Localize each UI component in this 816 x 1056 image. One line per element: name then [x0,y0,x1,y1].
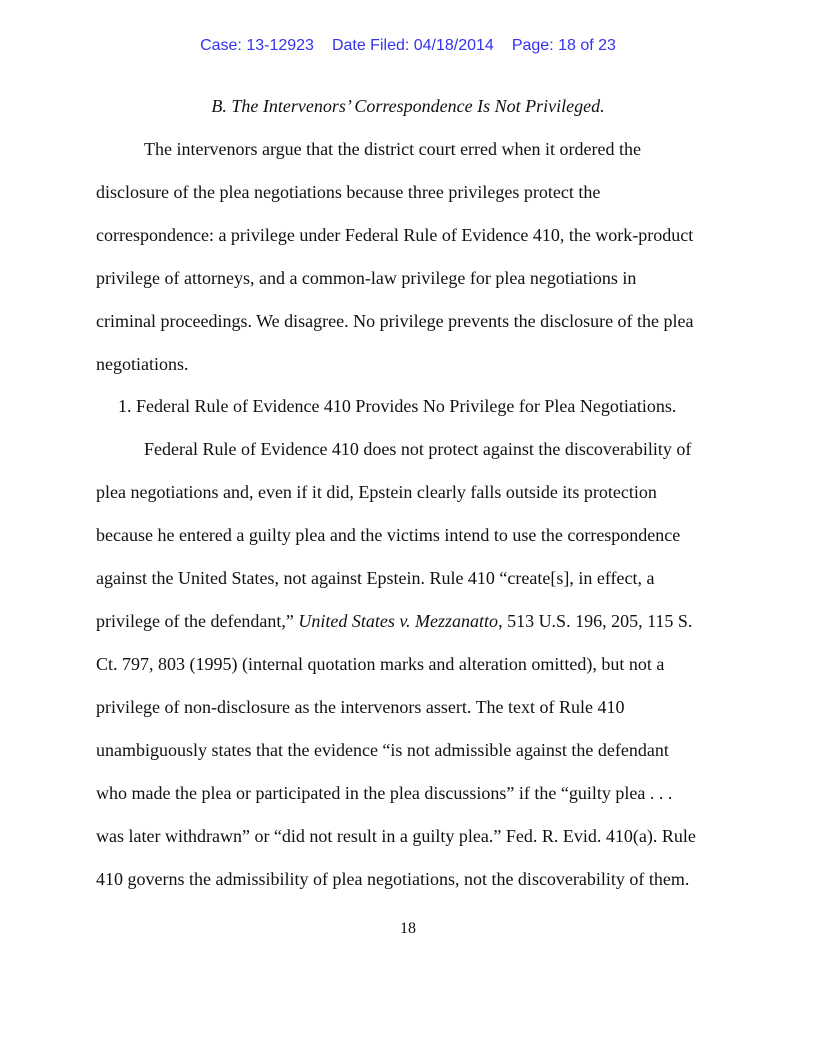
paragraph-line: disclosure of the plea negotiations because three privileges protect the [96,182,601,202]
paragraph-line: Ct. 797, 803 (1995) (internal quotation marks and alteration omitted), but not a [96,654,665,674]
paragraph-line: because he entered a guilty plea and the victims intend to use the correspondence [96,525,681,545]
paragraph-line: privilege of attorneys, and a common-law privilege for plea negotiations in [96,268,637,288]
paragraph-line [96,611,692,632]
paragraph-line: criminal proceedings. We disagree. No privilege prevents the disclosure of the plea [96,311,694,331]
line-text: , 513 U.S. 196, 205, 115 S. [498,611,693,631]
paragraph-line: who made the plea or participated in the plea discussions” if the “guilty plea . . . [96,783,673,803]
subheading: 1. Federal Rule of Evidence 410 Provides No Privilege for Plea Negotiations. [118,396,677,416]
paragraph-line: 410 governs the admissibility of plea negotiations, not the discoverability of them. [96,869,690,889]
date-filed: Date Filed: 04/18/2014 [331,37,494,54]
paragraph-line: plea negotiations and, even if it did, Epstein clearly falls outside its protection [96,482,657,502]
paragraph-line: was later withdrawn” or “did not result in a guilty plea.” Fed. R. Evid. 410(a). Rule [96,826,696,846]
page-indicator: Page: 18 of 23 [511,37,616,54]
filing-header [0,37,816,55]
paragraph-line: unambiguously states that the evidence “is not admissible against the defendant [96,740,669,760]
paragraph-line: negotiations. [96,354,189,374]
paragraph-line: privilege of non-disclosure as the intervenors assert. The text of Rule 410 [96,697,625,717]
paragraph-line: The intervenors argue that the district court erred when it ordered the [144,139,641,159]
page-number: 18 [400,920,416,937]
line-text: privilege of the defendant,” [96,611,299,631]
case-citation: United States v. Mezzanatto [298,611,499,631]
paragraph-line: Federal Rule of Evidence 410 does not protect against the discoverability of [144,439,692,459]
paragraph-line: correspondence: a privilege under Federal Rule of Evidence 410, the work-product [96,225,694,245]
case-number: Case: 13-12923 [200,37,314,54]
section-heading: B. The Intervenors’ Correspondence Is Not Privileged. [211,96,605,116]
paragraph-line: against the United States, not against Epstein. Rule 410 “create[s], in effect, a [96,568,655,588]
